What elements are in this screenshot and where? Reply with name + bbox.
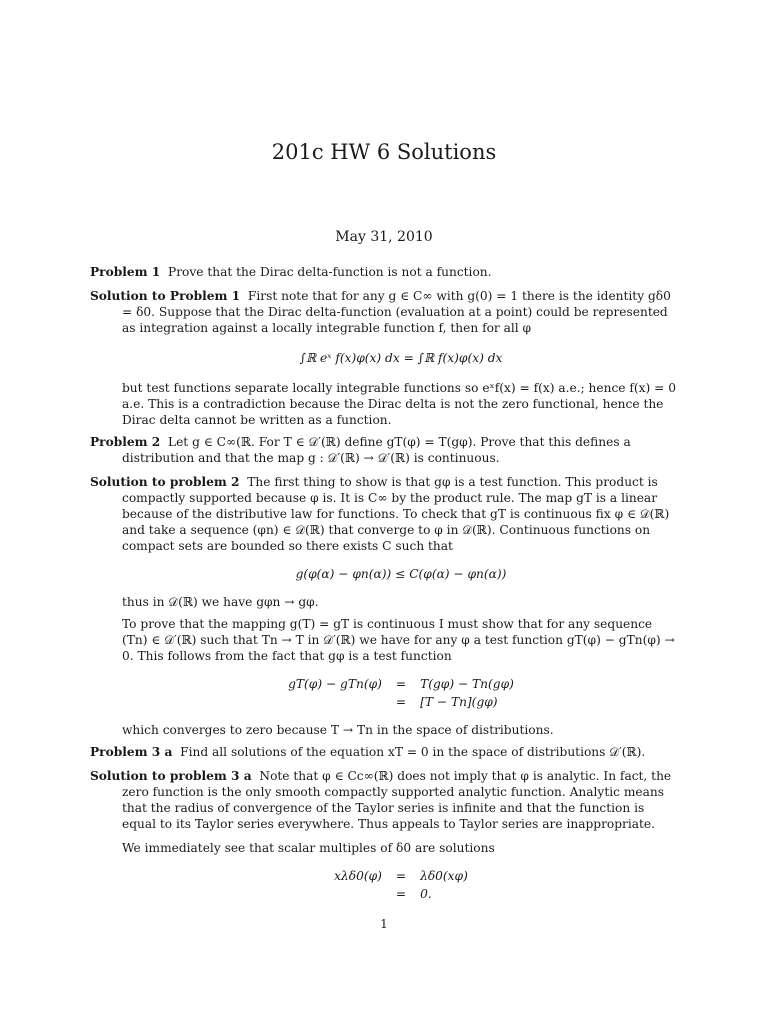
equation-relation: = — [395, 887, 407, 901]
equation-lhs: xλδ0(φ) — [334, 869, 382, 883]
problem-1-text: Prove that the Dirac delta-function is not a function. — [168, 265, 492, 279]
solution-2-label: Solution to problem 2 — [90, 475, 240, 489]
solution-3a — [90, 768, 680, 832]
document-date: May 31, 2010 — [335, 229, 433, 245]
problem-1-label: Problem 1 — [90, 265, 161, 279]
problem-2 — [90, 434, 680, 466]
solution-3a-aligned-equations — [122, 868, 680, 902]
solution-2 — [90, 474, 680, 554]
equation-relation: = — [395, 677, 407, 691]
equation-rhs: 0. — [420, 887, 432, 901]
solution-3a-label: Solution to problem 3 a — [90, 769, 252, 783]
solution-2-closing: which converges to zero because T → Tn in the space of distributions. — [122, 723, 554, 737]
document-body — [90, 264, 680, 914]
equation-rhs: λδ0(xφ) — [420, 869, 468, 883]
solution-1-label: Solution to Problem 1 — [90, 289, 241, 303]
problem-3a-text: Find all solutions of the equation xT = 0 in the space of distributions 𝒟′(ℝ). — [180, 745, 646, 759]
solution-2-text: The first thing to show is that gφ is a test function. This product is compactly supported because φ is. It is C∞ by the product rule. The map gT is a linear because of the distributive law for functions. To check that gT is continuous fix φ ∈ 𝒟(ℝ) and take a sequence (φn) ∈ 𝒟(ℝ) that converge to φ in 𝒟(ℝ). Continuous functions on compact sets are bounded so there exists C such that — [122, 475, 670, 553]
solution-1-text: First note that for any g ∈ C∞ with g(0) = 1 there is the identity gδ0 = δ0. Suppose that the Dirac delta-function (evaluation at a point) could be represented as integration against a locally integrable function f, then for all φ — [122, 289, 671, 335]
solution-2-equation: g(φ(α) − φn(α)) ≤ C(φ(α) − φn(α)) — [295, 567, 507, 581]
equation-lhs — [122, 694, 382, 710]
page-number: 1 — [380, 917, 388, 931]
problem-3a — [90, 744, 680, 760]
solution-3a-paragraph-2: We immediately see that scalar multiples of δ0 are solutions — [122, 841, 495, 855]
solution-3a-text: Note that φ ∈ Cc∞(ℝ) does not imply that φ is analytic. In fact, the zero function is the only smooth compactly supported analytic function. Analytic means that the radius of convergence of the Taylor series is infinite and that the function is equal to its Taylor series everywhere. Thus appeals to Taylor series are inappropriate. — [122, 769, 672, 831]
equation-lhs: gT(φ) − gTn(φ) — [288, 677, 382, 691]
solution-1-after: but test functions separate locally integrable functions so eˣf(x) = f(x) a.e.; hence f(x) = 0 a.e. This is a contradiction because the Dirac delta is not the zero functional, hence the Dirac delta cannot be written as a function. — [122, 381, 676, 427]
problem-3a-label: Problem 3 a — [90, 745, 173, 759]
document-title: 201c HW 6 Solutions — [271, 140, 497, 164]
equation-relation: = — [395, 695, 407, 709]
equation-rhs: [T − Tn](gφ) — [420, 695, 498, 709]
equation-lhs — [122, 886, 382, 902]
problem-2-label: Problem 2 — [90, 435, 161, 449]
solution-2-after: thus in 𝒟(ℝ) we have gφn → gφ. — [122, 595, 319, 609]
solution-1-equation: ∫ℝ eˣ f(x)φ(x) dx = ∫ℝ f(x)φ(x) dx — [299, 351, 503, 365]
solution-1 — [90, 288, 680, 336]
solution-2-paragraph-2: To prove that the mapping g(T) = gT is continuous I must show that for any sequence (Tn) ∈ 𝒟′(ℝ) such that Tn → T in 𝒟′(ℝ) we have for any φ a test function gT(φ) − gTn(φ) → 0. This follows from the fact that gφ is a test function — [122, 617, 675, 663]
problem-2-text: Let g ∈ C∞(ℝ. For T ∈ 𝒟′(ℝ) define gT(φ) = T(gφ). Prove that this defines a distribution and that the map g : 𝒟′(ℝ) → 𝒟′(ℝ) is continuous. — [122, 435, 631, 465]
solution-2-aligned-equations — [122, 676, 680, 710]
equation-relation: = — [395, 869, 407, 883]
problem-1 — [90, 264, 680, 280]
equation-rhs: T(gφ) − Tn(gφ) — [420, 677, 514, 691]
